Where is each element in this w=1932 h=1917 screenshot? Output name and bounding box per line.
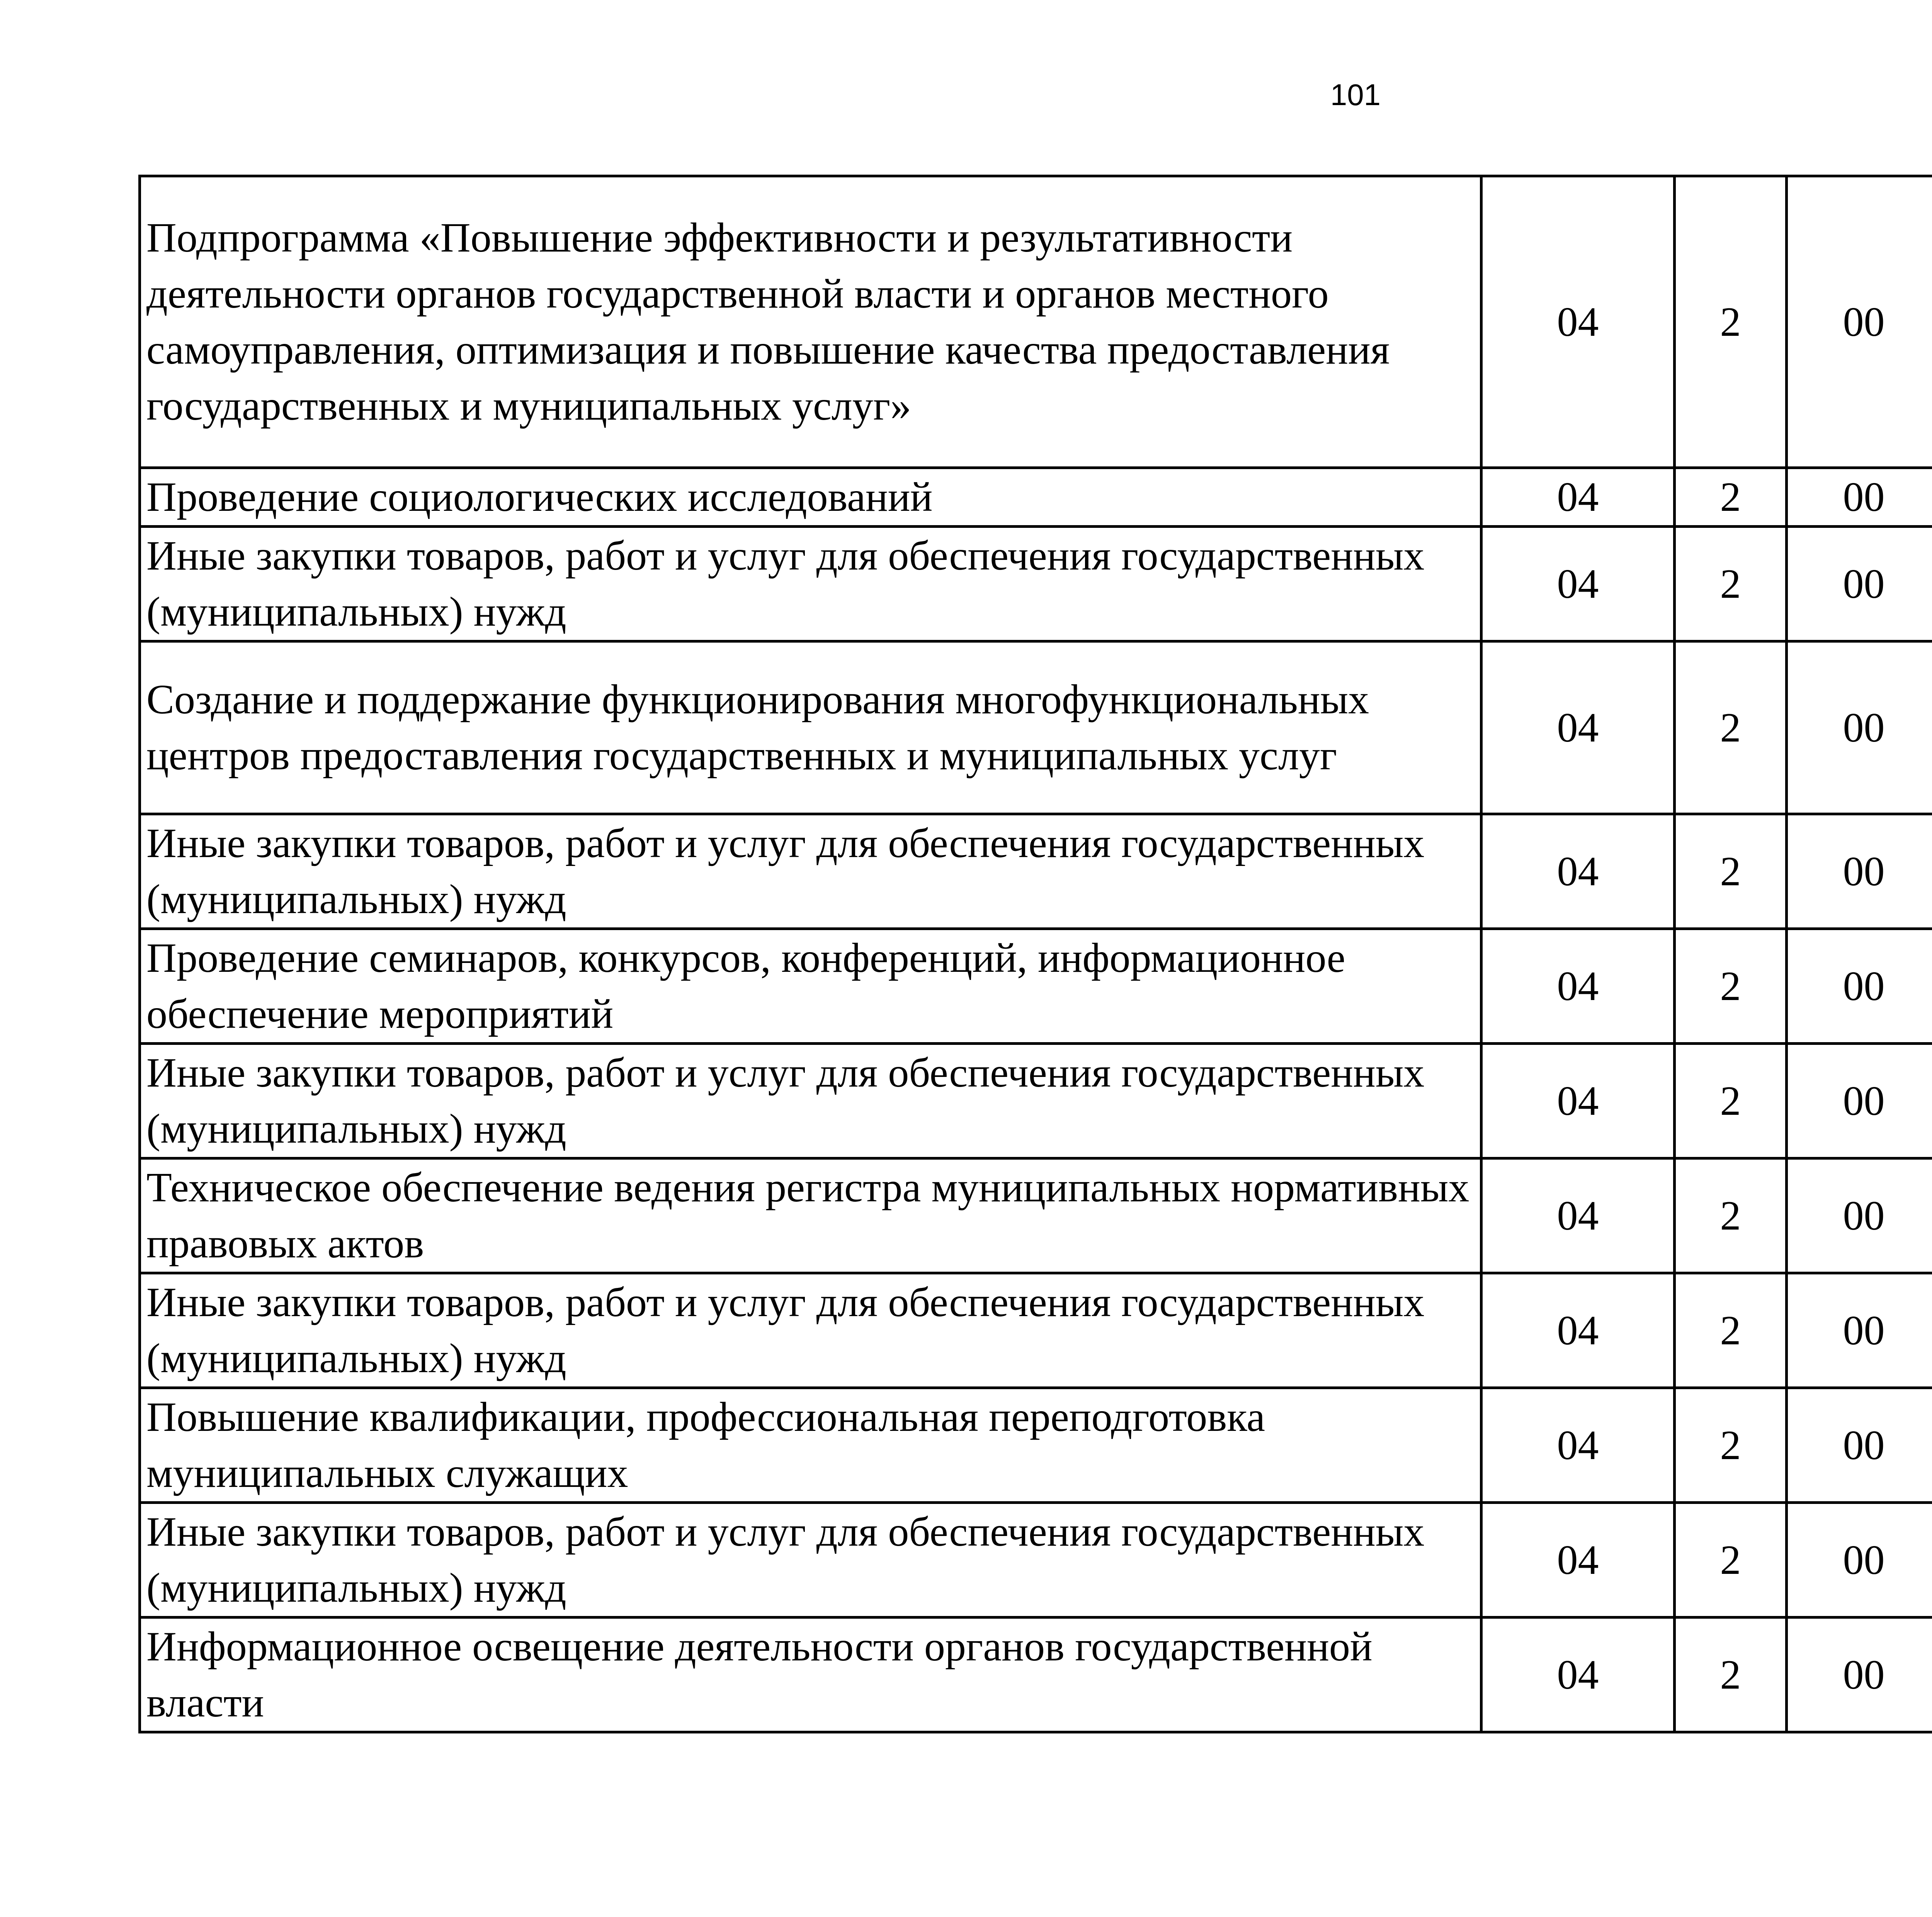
group-cell: 00: [1787, 814, 1932, 929]
chapter-cell: 04: [1481, 814, 1675, 929]
table-row: [140, 1618, 1932, 1732]
group-cell: 00: [1787, 1618, 1932, 1732]
group-cell: 00: [1787, 641, 1932, 814]
subprogram-cell: 2: [1675, 641, 1787, 814]
subprogram-cell: 2: [1675, 176, 1787, 468]
subprogram-cell: 2: [1675, 1044, 1787, 1158]
chapter-cell: 04: [1481, 468, 1675, 527]
table-row: [140, 814, 1932, 929]
chapter-cell: 04: [1481, 527, 1675, 641]
subprogram-cell: 2: [1675, 1388, 1787, 1503]
group-cell: 00: [1787, 1044, 1932, 1158]
chapter-cell: 04: [1481, 929, 1675, 1044]
subprogram-cell: 2: [1675, 929, 1787, 1044]
row-name-cell: Иные закупки товаров, работ и услуг для обеспечения государственных (муниципальных) нужд: [140, 814, 1481, 929]
chapter-cell: 04: [1481, 1273, 1675, 1388]
table-row: [140, 641, 1932, 814]
subprogram-cell: 2: [1675, 1273, 1787, 1388]
table-row: [140, 1158, 1932, 1273]
table-row: [140, 1273, 1932, 1388]
row-name-cell: Техническое обеспечение ведения регистра муниципальных нормативных правовых актов: [140, 1158, 1481, 1273]
row-name-cell: Создание и поддержание функционирования многофункциональных центров предоставления государственных и муниципальных услуг: [140, 641, 1481, 814]
chapter-cell: 04: [1481, 1044, 1675, 1158]
table-row: [140, 1388, 1932, 1503]
chapter-cell: 04: [1481, 176, 1675, 468]
row-name-cell: Иные закупки товаров, работ и услуг для обеспечения государственных (муниципальных) нужд: [140, 1503, 1481, 1618]
row-name-cell: Проведение семинаров, конкурсов, конференций, информационное обеспечение мероприятий: [140, 929, 1481, 1044]
group-cell: 00: [1787, 929, 1932, 1044]
table-row: [140, 1044, 1932, 1158]
row-name-cell: Иные закупки товаров, работ и услуг для обеспечения государственных (муниципальных) нужд: [140, 527, 1481, 641]
row-name-cell: Информационное освещение деятельности органов государственной власти: [140, 1618, 1481, 1732]
group-cell: 00: [1787, 527, 1932, 641]
group-cell: 00: [1787, 1388, 1932, 1503]
subprogram-cell: 2: [1675, 468, 1787, 527]
group-cell: 00: [1787, 1503, 1932, 1618]
subprogram-cell: 2: [1675, 1503, 1787, 1618]
subprogram-cell: 2: [1675, 1618, 1787, 1732]
chapter-cell: 04: [1481, 1158, 1675, 1273]
row-name-cell: Подпрограмма «Повышение эффективности и результативности деятельности органов государственной власти и органов местного самоуправления, оптимизация и повышение качества предоставления государственных и муниципальных услуг»: [140, 176, 1481, 468]
subprogram-cell: 2: [1675, 527, 1787, 641]
table-row: [140, 1503, 1932, 1618]
table-row: [140, 176, 1932, 468]
chapter-cell: 04: [1481, 1618, 1675, 1732]
subprogram-cell: 2: [1675, 1158, 1787, 1273]
budget-table: [138, 175, 1932, 1733]
group-cell: 00: [1787, 468, 1932, 527]
row-name-cell: Иные закупки товаров, работ и услуг для обеспечения государственных (муниципальных) нужд: [140, 1273, 1481, 1388]
table-row: [140, 527, 1932, 641]
budget-table-body: [140, 176, 1932, 1732]
table-row: [140, 929, 1932, 1044]
page-number: 101: [1330, 78, 1381, 112]
chapter-cell: 04: [1481, 1503, 1675, 1618]
row-name-cell: Проведение социологических исследований: [140, 468, 1481, 527]
row-name-cell: Повышение квалификации, профессиональная переподготовка муниципальных служащих: [140, 1388, 1481, 1503]
group-cell: 00: [1787, 1158, 1932, 1273]
chapter-cell: 04: [1481, 641, 1675, 814]
table-row: [140, 468, 1932, 527]
row-name-cell: Иные закупки товаров, работ и услуг для обеспечения государственных (муниципальных) нужд: [140, 1044, 1481, 1158]
group-cell: 00: [1787, 176, 1932, 468]
group-cell: 00: [1787, 1273, 1932, 1388]
subprogram-cell: 2: [1675, 814, 1787, 929]
chapter-cell: 04: [1481, 1388, 1675, 1503]
